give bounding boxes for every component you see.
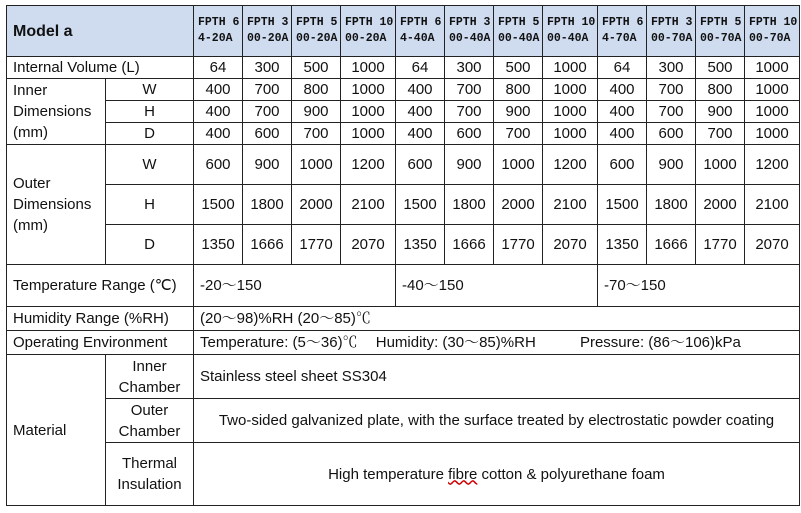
dimension-cell: 2100 — [543, 185, 598, 225]
inner-dimensions-label: Inner Dimensions (mm) — [7, 79, 106, 145]
dimension-cell: 600 — [598, 145, 647, 185]
dimension-cell: 1000 — [543, 123, 598, 145]
dimension-cell: 1666 — [243, 225, 292, 265]
dimension-cell: 1200 — [543, 145, 598, 185]
humidity-range-value: (20～98)%RH (20～85)℃ — [194, 307, 800, 331]
model-cell: FPTH 300-70A — [647, 6, 696, 57]
operating-environment-value — [194, 331, 800, 355]
model-cell: FPTH 1000-40A — [543, 6, 598, 57]
dimension-cell: 1000 — [745, 79, 800, 101]
dimension-cell: 800 — [494, 79, 543, 101]
axis-label: H — [106, 185, 194, 225]
outer-chamber-label: Outer Chamber — [106, 399, 194, 443]
dimension-cell: 1770 — [292, 225, 341, 265]
dimension-cell: 2000 — [494, 185, 543, 225]
dimension-cell: 900 — [647, 145, 696, 185]
dimension-cell: 1000 — [745, 123, 800, 145]
dimension-cell: 900 — [445, 145, 494, 185]
dimension-cell: 1000 — [745, 101, 800, 123]
internal-volume-row — [7, 57, 800, 79]
volume-cell: 500 — [494, 57, 543, 79]
dimension-cell: 900 — [292, 101, 341, 123]
model-cell: FPTH 300-40A — [445, 6, 494, 57]
dimension-cell: 1500 — [396, 185, 445, 225]
humidity-range-label: Humidity Range (%RH) — [7, 307, 194, 331]
dimension-cell: 400 — [396, 79, 445, 101]
volume-cell: 1000 — [341, 57, 396, 79]
dimension-cell: 700 — [494, 123, 543, 145]
env-pressure: Pressure: (86～106)kPa — [579, 334, 741, 351]
dimension-cell: 1770 — [696, 225, 745, 265]
dimension-cell: 900 — [494, 101, 543, 123]
temperature-range-row — [7, 265, 800, 307]
volume-cell: 1000 — [543, 57, 598, 79]
dimension-cell: 400 — [598, 101, 647, 123]
dimension-cell: 700 — [243, 79, 292, 101]
dimension-cell: 2070 — [745, 225, 800, 265]
dimension-cell: 700 — [647, 79, 696, 101]
operating-environment-label: Operating Environment — [7, 331, 194, 355]
dimension-cell: 400 — [396, 101, 445, 123]
dimension-cell: 700 — [647, 101, 696, 123]
insulation-text-before: High temperature — [328, 465, 449, 483]
dimension-cell: 1000 — [543, 79, 598, 101]
dimension-cell: 2070 — [543, 225, 598, 265]
outer-d-row — [7, 225, 800, 265]
inner-chamber-value: Stainless steel sheet SS304 — [194, 355, 800, 399]
dimension-cell: 1666 — [647, 225, 696, 265]
axis-label: D — [106, 225, 194, 265]
dimension-cell: 2100 — [745, 185, 800, 225]
dimension-cell: 900 — [696, 101, 745, 123]
dimension-cell: 600 — [194, 145, 243, 185]
dimension-cell: 1000 — [341, 79, 396, 101]
temperature-range-label: Temperature Range (℃) — [7, 265, 194, 307]
volume-cell: 500 — [292, 57, 341, 79]
model-cell: FPTH 500-40A — [494, 6, 543, 57]
dimension-cell: 2000 — [292, 185, 341, 225]
temperature-range-20: -20～150 — [194, 265, 396, 307]
model-cell: FPTH 1000-20A — [341, 6, 396, 57]
dimension-cell: 1350 — [396, 225, 445, 265]
dimension-cell: 1350 — [598, 225, 647, 265]
insulation-text-after: cotton & polyurethane foam — [477, 465, 665, 483]
dimension-cell: 1000 — [543, 101, 598, 123]
outer-dimensions-label: Outer Dimensions (mm) — [7, 145, 106, 265]
insulation-text-underlined: fibre — [448, 465, 478, 483]
operating-environment-row — [7, 331, 800, 355]
dimension-cell: 1000 — [292, 145, 341, 185]
dimension-cell: 700 — [243, 101, 292, 123]
volume-cell: 64 — [598, 57, 647, 79]
dimension-cell: 600 — [243, 123, 292, 145]
dimension-cell: 1000 — [696, 145, 745, 185]
dimension-cell: 700 — [292, 123, 341, 145]
axis-label: D — [106, 123, 194, 145]
dimension-cell: 1000 — [341, 123, 396, 145]
volume-cell: 1000 — [745, 57, 800, 79]
model-cell: FPTH 500-20A — [292, 6, 341, 57]
dimension-cell: 600 — [647, 123, 696, 145]
dimension-cell: 2100 — [341, 185, 396, 225]
model-cell: FPTH 64-70A — [598, 6, 647, 57]
dimension-cell: 800 — [696, 79, 745, 101]
volume-cell: 300 — [647, 57, 696, 79]
material-inner-row — [7, 355, 800, 399]
axis-label: W — [106, 79, 194, 101]
dimension-cell: 1200 — [745, 145, 800, 185]
dimension-cell: 400 — [598, 79, 647, 101]
spec-table — [6, 5, 800, 506]
dimension-cell: 400 — [598, 123, 647, 145]
humidity-range-row — [7, 307, 800, 331]
model-cell: FPTH 1000-70A — [745, 6, 800, 57]
dimension-cell: 1500 — [598, 185, 647, 225]
dimension-cell: 400 — [194, 123, 243, 145]
dimension-cell: 2070 — [341, 225, 396, 265]
model-cell: FPTH 500-70A — [696, 6, 745, 57]
dimension-cell: 700 — [696, 123, 745, 145]
volume-cell: 64 — [194, 57, 243, 79]
outer-chamber-value: Two-sided galvanized plate, with the surface treated by electrostatic powder coating — [194, 399, 800, 443]
thermal-insulation-value — [194, 443, 800, 506]
dimension-cell: 1666 — [445, 225, 494, 265]
thermal-insulation-label: Thermal Insulation — [106, 443, 194, 506]
model-cell: FPTH 64-40A — [396, 6, 445, 57]
dimension-cell: 1800 — [445, 185, 494, 225]
volume-cell: 64 — [396, 57, 445, 79]
temperature-range-40: -40～150 — [396, 265, 598, 307]
dimension-cell: 400 — [194, 101, 243, 123]
dimension-cell: 1000 — [341, 101, 396, 123]
outer-h-row — [7, 185, 800, 225]
dimension-cell: 600 — [445, 123, 494, 145]
volume-cell: 300 — [445, 57, 494, 79]
dimension-cell: 1500 — [194, 185, 243, 225]
temperature-range-70: -70～150 — [598, 265, 800, 307]
material-label: Material — [7, 355, 106, 506]
dimension-cell: 400 — [194, 79, 243, 101]
dimension-cell: 900 — [243, 145, 292, 185]
dimension-cell: 1800 — [647, 185, 696, 225]
internal-volume-label: Internal Volume (L) — [7, 57, 194, 79]
dimension-cell: 700 — [445, 79, 494, 101]
material-outer-row — [7, 399, 800, 443]
dimension-cell: 800 — [292, 79, 341, 101]
header-row — [7, 6, 800, 57]
dimension-cell: 700 — [445, 101, 494, 123]
model-cell: FPTH 64-20A — [194, 6, 243, 57]
model-header: Model a — [7, 6, 194, 57]
inner-d-row — [7, 123, 800, 145]
inner-h-row — [7, 101, 800, 123]
dimension-cell: 600 — [396, 145, 445, 185]
env-humidity: Humidity: (30～85)%RH — [375, 334, 536, 351]
dimension-cell: 2000 — [696, 185, 745, 225]
axis-label: W — [106, 145, 194, 185]
outer-w-row — [7, 145, 800, 185]
axis-label: H — [106, 101, 194, 123]
env-temperature: Temperature: (5～36)℃ — [200, 334, 358, 351]
dimension-cell: 1350 — [194, 225, 243, 265]
dimension-cell: 1800 — [243, 185, 292, 225]
dimension-cell: 400 — [396, 123, 445, 145]
material-insulation-row — [7, 443, 800, 506]
dimension-cell: 1770 — [494, 225, 543, 265]
dimension-cell: 1000 — [494, 145, 543, 185]
volume-cell: 500 — [696, 57, 745, 79]
inner-w-row — [7, 79, 800, 101]
model-cell: FPTH 300-20A — [243, 6, 292, 57]
volume-cell: 300 — [243, 57, 292, 79]
dimension-cell: 1200 — [341, 145, 396, 185]
inner-chamber-label: Inner Chamber — [106, 355, 194, 399]
